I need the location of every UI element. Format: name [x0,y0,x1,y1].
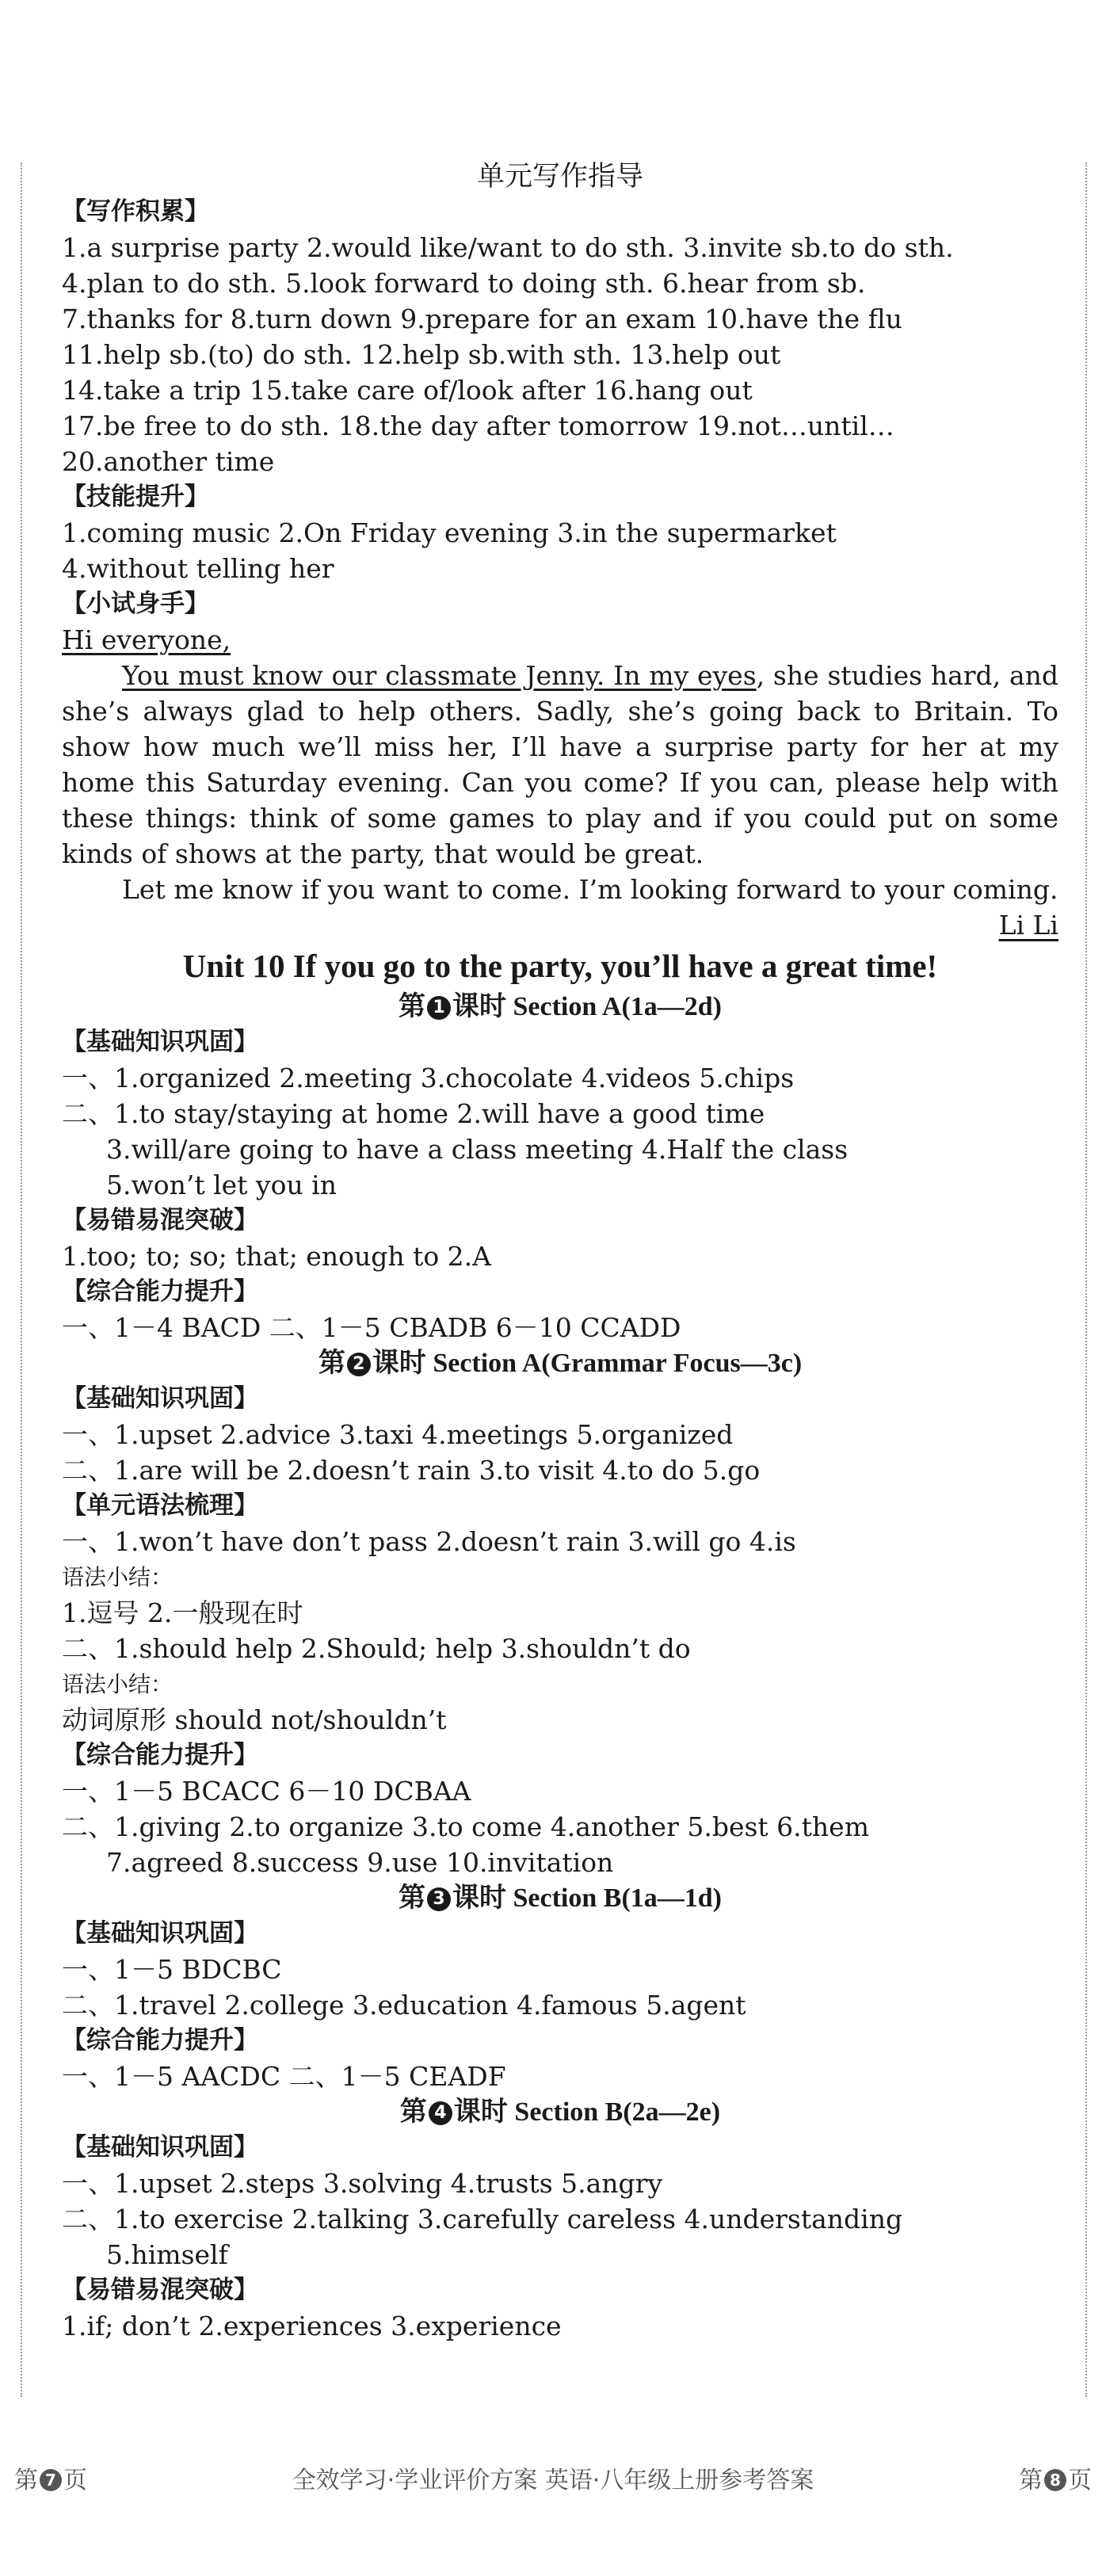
answer-line: 20.another time [62,446,275,477]
letter-paragraph-1 [62,658,1058,872]
letter-greeting [62,622,1058,658]
footer-prefix: 第 [14,2467,38,2494]
writing-guide-title: 单元写作指导 [476,161,643,192]
answer-line: 5.won’t let you in [106,1170,337,1200]
answer-line: 二、1.are will be 2.doesn’t rain 3.to visit 4.to do 5.go [62,1455,761,1486]
answer-line: 二、1.to stay/staying at home 2.will have a good time [62,1098,765,1129]
section-label-basic: 【基础知识巩固】 [62,1028,258,1056]
section-label-skill: 【技能提升】 [62,483,209,511]
lesson-number-badge: 3 [427,1887,451,1911]
unit-title: Unit 10 If you go to the party, you’ll have a great time! [182,948,938,984]
section-label-basic: 【基础知识巩固】 [62,1384,258,1413]
lesson-prefix: 第 [318,1349,345,1378]
right-dotted-border [1085,162,1087,2397]
answer-line: 二、1.to exercise 2.talking 3.carefully careless 4.understanding [62,2204,903,2234]
answer-line: 一、1－4 BACD 二、1－5 CBADB 6－10 CCADD [62,1312,681,1343]
answer-line: 1.too; to; so; that; enough to 2.A [62,1241,492,1272]
section-label-ability: 【综合能力提升】 [62,1741,258,1769]
answer-line: 一、1－5 BDCBC [62,1954,282,1985]
answer-line: 一、1.organized 2.meeting 3.chocolate 4.videos 5.chips [62,1063,795,1093]
lesson-number-badge: 4 [429,2101,452,2125]
footer-prefix: 第 [1019,2467,1043,2494]
section-label-try: 【小试身手】 [62,590,209,618]
answer-line: 4.without telling her [62,553,334,584]
letter-paragraph-2: Let me know if you want to come. I’m looking forward to your coming. [122,874,1058,905]
answer-line: 17.be free to do sth. 18.the day after tomorrow 19.not…until… [62,410,894,441]
answer-line: 二、1.should help 2.Should; help 3.shouldn’t do [62,1633,691,1664]
answer-line: 5.himself [106,2239,228,2270]
answer-line: 一、1.won’t have don’t pass 2.doesn’t rain 3.will go 4.is [62,1526,796,1557]
section-label-mistake: 【易错易混突破】 [62,1206,258,1235]
section-label-grammar: 【单元语法梳理】 [62,1491,258,1520]
lesson-3-heading [62,1880,1058,1916]
left-dotted-border [21,162,22,2397]
lesson-prefix: 第 [399,1883,425,1913]
lesson-1-heading [62,989,1058,1025]
answer-line: 二、1.giving 2.to organize 3.to come 4.another 5.best 6.them [62,1811,869,1842]
answer-line: 一、1－5 AACDC 二、1－5 CEADF [62,2061,506,2092]
underlined-phrase: You must know our classmate Jenny. In my eyes [122,660,757,691]
lesson-prefix: 第 [399,992,425,1021]
grammar-summary-label: 语法小结： [62,1564,174,1590]
lesson-suffix: 课时 Section A(Grammar Focus—3c) [372,1349,803,1378]
section-label-basic: 【基础知识巩固】 [62,1919,258,1948]
page-number-badge: 7 [40,2469,62,2491]
answer-line: 一、1.upset 2.advice 3.taxi 4.meetings 5.organized [62,1419,734,1450]
answer-line: 动词原形 should not/shouldn’t [62,1704,447,1735]
answer-line: 7.thanks for 8.turn down 9.prepare for an exam 10.have the flu [62,303,902,334]
lesson-2-heading [62,1345,1058,1381]
section-label-ability: 【综合能力提升】 [62,1277,258,1306]
lesson-suffix: 课时 Section A(1a—2d) [452,992,722,1021]
answer-line: 14.take a trip 15.take care of/look after 16.hang out [62,375,753,406]
lesson-4-heading [62,2094,1058,2130]
section-label-basic: 【基础知识巩固】 [62,2133,258,2162]
footer-suffix: 页 [63,2467,87,2494]
footer-suffix: 页 [1068,2467,1092,2494]
answer-line: 1.逗号 2.一般现在时 [62,1597,303,1628]
greeting-text: Hi everyone, [62,624,231,655]
footer-right-page-number [1019,2460,1092,2495]
lesson-number-badge: 1 [427,996,451,1020]
answer-line: 二、1.travel 2.college 3.education 4.famous 5.agent [62,1990,746,2021]
section-label-mistake: 【易错易混突破】 [62,2276,258,2304]
answer-line: 1.coming music 2.On Friday evening 3.in the supermarket [62,517,837,548]
lesson-suffix: 课时 Section B(1a—1d) [452,1883,722,1913]
answer-line: 7.agreed 8.success 9.use 10.invitation [106,1847,614,1878]
footer-book-title: 全效学习·学业评价方案 英语·八年级上册参考答案 [292,2467,814,2494]
answer-line: 1.if; don’t 2.experiences 3.experience [62,2311,562,2341]
answer-line: 一、1.upset 2.steps 3.solving 4.trusts 5.angry [62,2168,663,2199]
answer-line: 1.a surprise party 2.would like/want to do sth. 3.invite sb.to do sth. [62,232,954,263]
page-number-badge: 8 [1044,2469,1066,2491]
page-content [62,158,1058,2344]
page-footer [0,2460,1106,2500]
grammar-summary-label: 语法小结： [62,1671,174,1697]
letter-signature: Li Li [998,910,1058,941]
lesson-suffix: 课时 Section B(2a—2e) [453,2097,721,2127]
answer-line: 一、1－5 BCACC 6－10 DCBAA [62,1776,471,1807]
writing-accum-list [62,230,1058,479]
lesson-number-badge: 2 [347,1353,371,1376]
section-label-ability: 【综合能力提升】 [62,2026,258,2055]
answer-line: 4.plan to do sth. 5.look forward to doing sth. 6.hear from sb. [62,268,866,299]
paragraph-text: , she studies hard, and she’s always glad to help others. Sadly, she’s going back to Britain. To show how much we’ll miss her, I’ll have a surprise party for her at my home this Saturday evening. Can you come? If you can, please help with these things: think of some games to play and if you could put on some kinds of shows at the party, that would be great. [62,660,1058,869]
section-label-writing-accum: 【写作积累】 [62,197,209,226]
lesson-prefix: 第 [399,2097,427,2127]
answer-line: 3.will/are going to have a class meeting 4.Half the class [106,1134,849,1165]
answer-line: 11.help sb.(to) do sth. 12.help sb.with sth. 13.help out [62,339,781,370]
